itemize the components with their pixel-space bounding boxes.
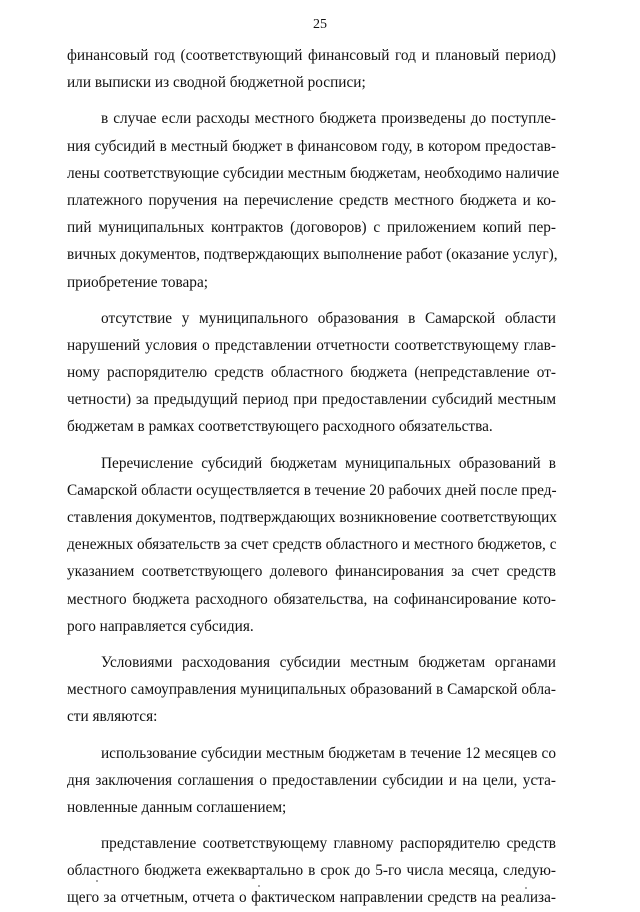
text-line: дня заключения соглашения о предоставлении субсидии и на цели, уста-: [67, 771, 556, 789]
text-line: лены соответствующие субсидии местным бюджетам, необходимо наличие: [67, 164, 560, 182]
text-line: бюджетам в рамках соответствующего расходного обязательства.: [67, 418, 493, 436]
paragraph: [67, 105, 560, 295]
text-line: пий муниципальных контрактов (договоров) с приложением копий пер-: [67, 219, 556, 237]
text-line: денежных обязательств за счет средств областного и местного бюджетов, с: [67, 536, 557, 554]
text-line: областного бюджета ежеквартально в срок до 5-го числа месяца, следую-: [67, 862, 556, 880]
page-number: 25: [313, 17, 327, 32]
text-line: представление соответствующему главному распорядителю средств: [101, 835, 556, 853]
text-line: приобретение товара;: [67, 273, 208, 291]
text-line: или выписки из сводной бюджетной росписи;: [67, 74, 366, 92]
text-line: нарушений условия о представлении отчетности соответствующему глав-: [67, 336, 556, 354]
text-line: щего за отчетным, отчета о фактическом направлении средств на реализа-: [67, 889, 556, 907]
text-line: сти являются:: [67, 708, 158, 726]
paragraph: [67, 42, 556, 96]
paragraph: [67, 450, 556, 640]
text-line: платежного поручения на перечисление средств местного бюджета и ко-: [67, 191, 556, 209]
body-text: [67, 42, 560, 912]
text-line: в случае если расходы местного бюджета произведены до поступле-: [101, 110, 556, 128]
text-line: Самарской области осуществляется в течение 20 рабочих дней после пред-: [67, 481, 557, 499]
text-line: ставления документов, подтверждающих возникновение соответствующих: [67, 509, 557, 526]
text-line: использование субсидии местным бюджетам в течение 12 месяцев со: [101, 744, 556, 762]
text-line: Условиями расходования субсидии местным бюджетам органами: [101, 653, 556, 671]
text-line: местного самоуправления муниципальных образований в Самарской обла-: [67, 681, 556, 699]
text-line: финансовый год (соответствующий финансовый год и плановый период): [67, 47, 556, 64]
text-line: ному распорядителю средств областного бюджета (непредставление от-: [67, 364, 556, 382]
text-line: четности) за предыдущий период при предоставлении субсидий местным: [67, 391, 556, 409]
paragraph: [67, 740, 556, 822]
scan-speck: [96, 880, 98, 882]
text-line: местного бюджета расходного обязательства, на софинансирование кото-: [67, 590, 556, 608]
text-line: рого направляется субсидия.: [67, 617, 254, 635]
text-line: Перечисление субсидий бюджетам муниципальных образований в: [101, 454, 556, 472]
scan-speck: [258, 885, 260, 887]
paragraph: [67, 305, 556, 441]
text-line: новленные данным соглашением;: [67, 798, 287, 816]
text-line: указанием соответствующего долевого финансирования за счет средств: [67, 563, 556, 581]
paragraph: [67, 830, 556, 912]
text-line: отсутствие у муниципального образования в Самарской области: [101, 309, 556, 327]
text-line: ния субсидий в местный бюджет в финансовом году, в котором предостав-: [67, 137, 556, 155]
text-line: вичных документов, подтверждающих выполнение работ (оказание услуг),: [67, 246, 558, 264]
scan-speck: [525, 887, 527, 889]
paragraph: [67, 649, 556, 731]
